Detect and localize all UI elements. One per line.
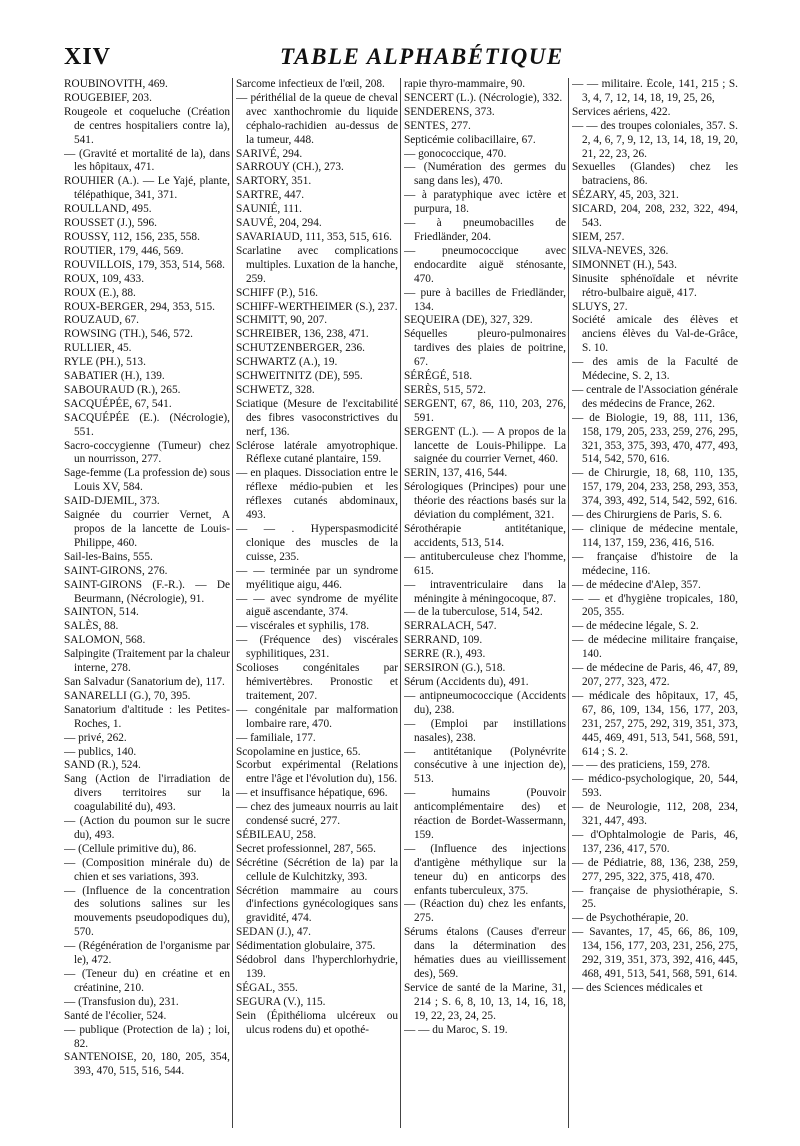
index-entry: SAID-DJEMIL, 373. <box>64 495 160 508</box>
index-entry: Sérologiques (Principes) pour une théorie des réactions basés sur la déviation du complément, 321. <box>404 481 566 522</box>
index-entry: SAUNIÉ, 111. <box>236 203 302 216</box>
index-entry: — de médecine d'Alep, 357. <box>572 578 701 591</box>
index-entry: Sécrétion mammaire au cours d'infections gynécologiques sans gravidité, 474. <box>236 884 398 925</box>
column-divider <box>400 78 401 1128</box>
index-entry: SENCERT (L.). (Nécrologie), 332. <box>404 91 563 104</box>
index-entry: — médico-psychologique, 20, 544, 593. <box>572 773 738 800</box>
index-entry: ROUX, 109, 433. <box>64 272 145 285</box>
index-entry: SALÈS, 88. <box>64 620 119 633</box>
index-entry: — de médecine légale, S. 2. <box>572 620 699 633</box>
index-entry: — pure à bacilles de Friedländer, 134. <box>404 286 566 313</box>
index-entry: — de médecine militaire française, 140. <box>572 634 738 661</box>
index-entry: SEGURA (V.), 115. <box>236 995 326 1008</box>
index-entry: — française de physiothérapie, S. 25. <box>572 884 738 911</box>
index-entry: — congénitale par malformation lombaire rare, 470. <box>236 703 398 730</box>
index-entry: SABOURAUD (R.), 265. <box>64 383 181 396</box>
index-entry: Scopolamine en justice, 65. <box>236 745 361 758</box>
index-entry: Sclérose latérale amyotrophique. Réflexe cutané plantaire, 159. <box>236 439 398 466</box>
index-entry: SALOMON, 568. <box>64 634 146 647</box>
index-entry: ROUHIER (A.). — Le Yajé, plante, télépathique, 341, 371. <box>64 175 230 202</box>
index-entry: SERÈS, 515, 572. <box>404 383 486 396</box>
index-entry: Sage-femme (La profession de) sous Louis XV, 584. <box>64 467 230 494</box>
index-entry: — privé, 262. <box>64 731 127 744</box>
index-entry: Scolioses congénitales par hémivertèbres. Pronostic et traitement, 207. <box>236 662 398 702</box>
index-entry: SAINT-GIRONS, 276. <box>64 564 168 577</box>
index-entry: — (Composition minérale du) de chien et ses variations, 393. <box>64 856 230 883</box>
index-entry: — clinique de médecine mentale, 114, 137, 159, 236, 416, 516. <box>572 523 738 549</box>
index-entry: — antitétanique (Polynévrite consécutive à une injection de), 513. <box>404 745 566 786</box>
index-entry: — de la tuberculose, 514, 542. <box>404 606 543 619</box>
index-entry: — (Numération des germes du sang dans les), 470. <box>404 161 566 188</box>
index-entry: — antipneumococcique (Accidents du), 238. <box>404 689 566 716</box>
index-entry: SENTES, 277. <box>404 119 471 132</box>
index-entry: SCHMITT, 90, 207. <box>236 314 328 327</box>
index-column-4 <box>572 78 738 1128</box>
index-entry: ROUX (E.), 88. <box>64 286 136 299</box>
index-entry: — des amis de la Faculté de Médecine, S. 2, 13. <box>572 356 738 383</box>
index-entry: SAND (R.), 524. <box>64 759 141 772</box>
index-entry: — médicale des hôpitaux, 17, 45, 67, 86, 109, 134, 156, 177, 203, 231, 257, 275, 292, 319, 351, 373, 445, 469, 491, 513, 541, 568, 591, 614 ; S. 2. <box>572 689 738 758</box>
index-entry: SACQUÉPÉE (E.). (Nécrologie), 551. <box>64 411 230 438</box>
index-column-1 <box>64 78 230 1128</box>
index-entry: — centrale de l'Association générale des médecins de France, 262. <box>572 383 738 410</box>
index-entry: Sexuelles (Glandes) chez les batraciens, 86. <box>572 161 738 188</box>
index-entry: Septicémie colibacillaire, 67. <box>404 133 536 146</box>
index-entry: — (Teneur du) en créatine et en créatinine, 210. <box>64 968 230 994</box>
index-entry: Séquelles pleuro-pulmonaires tardives des plaies de poitrine, 67. <box>404 328 566 369</box>
index-entry: ROUBINOVITH, 469. <box>64 78 168 90</box>
index-entry: — des Sciences médicales et <box>572 981 703 994</box>
index-entry: SENDERENS, 373. <box>404 105 495 118</box>
index-entry: — intraventriculaire dans la méningite à méningocoque, 87. <box>404 578 566 605</box>
index-entry: ROUZAUD, 67. <box>64 314 139 327</box>
index-entry: — (Action du poumon sur le sucre du), 493. <box>64 815 230 841</box>
index-entry: — publique (Protection de la) ; loi, 82. <box>64 1023 230 1050</box>
index-entry: SERIN, 137, 416, 544. <box>404 467 508 480</box>
index-entry: — gonococcique, 470. <box>404 147 507 160</box>
index-entry: — viscérales et syphilis, 178. <box>236 620 370 633</box>
index-entry: SCHUTZENBERGER, 236. <box>236 342 365 355</box>
index-entry: — française d'histoire de la médecine, 116. <box>572 550 738 577</box>
index-entry: Sinusite sphénoïdale et névrite rétro-bulbaire aiguë, 417. <box>572 272 738 299</box>
index-column-3 <box>404 78 566 1128</box>
index-entry: — à pneumobacilles de Friedländer, 204. <box>404 217 566 243</box>
index-entry: — — et d'hygiène tropicales, 180, 205, 355. <box>572 592 738 619</box>
index-entry: Sédobrol dans l'hyperchlorhydrie, 139. <box>236 954 398 980</box>
index-entry: SANARELLI (G.), 70, 395. <box>64 689 191 702</box>
index-entry: SILVA-NEVES, 326. <box>572 244 669 257</box>
index-entry: SCHWARTZ (A.), 19. <box>236 356 338 369</box>
index-entry: — — des praticiens, 159, 278. <box>572 759 711 772</box>
index-entry: Sérums étalons (Causes d'erreur dans la détermination des hématies dues au vieillissement des), 569. <box>404 926 566 980</box>
index-entry: Sérum (Accidents du), 491. <box>404 675 529 688</box>
index-entry: — — des troupes coloniales, 357. S. 2, 4, 6, 7, 9, 12, 13, 14, 18, 19, 20, 21, 22, 23, 26. <box>572 119 738 160</box>
index-entry: SANTENOISE, 20, 180, 205, 354, 393, 470, 515, 516, 544. <box>64 1051 230 1078</box>
index-entry: — Savantes, 17, 45, 66, 86, 109, 134, 156, 177, 203, 231, 256, 275, 292, 319, 351, 373, 392, 416, 445, 468, 491, 513, 541, 568, 591, 614. <box>572 926 738 980</box>
index-entry: — (Fréquence des) viscérales syphilitiques, 231. <box>236 634 398 661</box>
column-divider <box>568 78 569 1128</box>
index-entry: SCHIFF (P.), 516. <box>236 286 318 299</box>
index-entry: SLUYS, 27. <box>572 300 628 313</box>
index-entry: Service de santé de la Marine, 31, 214 ; S. 6, 8, 10, 13, 14, 16, 18, 19, 22, 23, 24, 25. <box>404 981 566 1022</box>
index-entry: Sérothérapie antitétanique, accidents, 513, 514. <box>404 523 566 549</box>
page-number: XIV <box>64 44 112 70</box>
index-entry: SABATIER (H.), 139. <box>64 370 165 383</box>
index-entry: SÉZARY, 45, 203, 321. <box>572 189 679 202</box>
index-entry: SACQUÉPÉE, 67, 541. <box>64 397 172 410</box>
index-entry: SIMONNET (H.), 543. <box>572 258 677 271</box>
index-entry: Scarlatine avec complications multiples. Luxation de la hanche, 259. <box>236 244 398 285</box>
index-entry: — — avec syndrome de myélite aiguë ascendante, 374. <box>236 592 398 619</box>
index-entry: — d'Ophtalmologie de Paris, 46, 137, 236, 417, 570. <box>572 828 738 855</box>
index-entry: — de Pédiatrie, 88, 136, 238, 259, 277, 295, 322, 375, 418, 470. <box>572 856 738 883</box>
index-entry: — (Réaction du) chez les enfants, 275. <box>404 898 566 925</box>
index-column-2 <box>236 78 398 1128</box>
index-entry: — (Influence des injections d'antigène méthylique sur la teneur du) en anticorps des enfants tuberculeux, 375. <box>404 842 566 897</box>
index-entry: Scorbut expérimental (Relations entre l'âge et l'évolution du), 156. <box>236 759 398 786</box>
index-entry: — de Psychothérapie, 20. <box>572 912 689 925</box>
index-entry: Sein (Épithélioma ulcéreux ou ulcus rodens du) et opothé- <box>236 1009 398 1036</box>
index-entry: — à paratyphique avec ictère et purpura, 18. <box>404 189 566 216</box>
index-entry: SERGENT (L.). — A propos de la lancette de Louis-Philippe. La saignée du courrier Vernet, 460. <box>404 425 566 466</box>
index-entry: — de médecine de Paris, 46, 47, 89, 207, 277, 323, 472. <box>572 662 738 688</box>
index-entry: RYLE (PH.), 513. <box>64 356 146 369</box>
index-entry: Services aériens, 422. <box>572 105 671 118</box>
index-entry: — (Emploi par instillations nasales), 238. <box>404 717 566 744</box>
column-divider <box>232 78 233 1128</box>
index-entry: SCHWEITNITZ (DE), 595. <box>236 370 363 383</box>
index-entry: SARTORY, 351. <box>236 175 312 188</box>
index-entry: SCHREIBER, 136, 238, 471. <box>236 328 369 341</box>
index-entry: — — militaire. École, 141, 215 ; S. 3, 4, 7, 12, 14, 18, 19, 25, 26, <box>572 78 738 104</box>
index-entry: Sciatique (Mesure de l'excitabilité des fibres vasoconstrictives du nerf, 136. <box>236 397 398 438</box>
index-entry: — en plaques. Dissociation entre le réflexe médio-pubien et les réflexes cutanés abdominaux, 493. <box>236 467 398 522</box>
index-entry: Société amicale des élèves et anciens élèves du Val-de-Grâce, S. 10. <box>572 314 738 355</box>
index-entry: SARROUY (CH.), 273. <box>236 161 344 174</box>
index-entry: SAVARIAUD, 111, 353, 515, 616. <box>236 230 392 243</box>
index-entry: Saignée du courrier Vernet, A propos de la lancette de Louis-Philippe, 460. <box>64 509 230 549</box>
index-entry: SERRALACH, 547. <box>404 620 497 633</box>
index-entry: SAINT-GIRONS (F.-R.). — De Beurmann, (Nécrologie), 91. <box>64 578 230 605</box>
index-entry: SCHIFF-WERTHEIMER (S.), 237. <box>236 300 398 313</box>
index-entry: SAUVÉ, 204, 294. <box>236 217 322 230</box>
index-entry: — antituberculeuse chez l'homme, 615. <box>404 550 566 577</box>
index-entry: — pneumococcique avec endocardite aiguë sténosante, 470. <box>404 244 566 285</box>
index-entry: SICARD, 204, 208, 232, 322, 494, 543. <box>572 203 738 230</box>
index-entry: ROUVILLOIS, 179, 353, 514, 568. <box>64 258 225 271</box>
index-entry: — familiale, 177. <box>236 731 316 744</box>
index-entry: ROWSING (TH.), 546, 572. <box>64 328 193 341</box>
index-entry: — (Régénération de l'organisme par le), 472. <box>64 940 230 967</box>
index-entry: Santé de l'écolier, 524. <box>64 1009 167 1022</box>
index-entry: Sacro-coccygienne (Tumeur) chez un nourrisson, 277. <box>64 439 230 466</box>
index-entry: SÉRÉGÉ, 518. <box>404 370 473 383</box>
index-entry: Salpingite (Traitement par la chaleur interne, 278. <box>64 648 230 675</box>
index-entry: Rougeole et coqueluche (Création de centres hospitaliers contre la), 541. <box>64 105 230 146</box>
index-entry: SIEM, 257. <box>572 230 625 243</box>
index-entry: Sécrétine (Sécrétion de la) par la cellule de Kulchitzky, 393. <box>236 856 398 883</box>
index-entry: SERRE (R.), 493. <box>404 648 486 661</box>
index-entry: SÉGAL, 355. <box>236 981 298 994</box>
index-entry: — — terminée par un syndrome myélitique aigu, 446. <box>236 564 398 591</box>
index-entry: ROUX-BERGER, 294, 353, 515. <box>64 300 215 313</box>
index-entry: Secret professionnel, 287, 565. <box>236 842 376 855</box>
index-entry: Sarcome infectieux de l'œil, 208. <box>236 78 385 90</box>
index-entry: SERSIRON (G.), 518. <box>404 662 506 675</box>
page-title: TABLE ALPHABÉTIQUE <box>280 44 564 69</box>
index-entry: — humains (Pouvoir anticomplémentaire des) et réaction de Bordet-Wassermann, 159. <box>404 787 566 841</box>
index-entry: SERGENT, 67, 86, 110, 203, 276, 591. <box>404 397 566 424</box>
index-entry: Sédimentation globulaire, 375. <box>236 940 376 953</box>
index-entry: SCHWETZ, 328. <box>236 383 315 396</box>
index-entry: — (Influence de la concentration des solutions salines sur les mouvements pseudopodiques du), 570. <box>64 884 230 939</box>
index-entry: RULLIER, 45. <box>64 342 132 355</box>
index-entry: — (Cellule primitive du), 86. <box>64 842 197 855</box>
index-entry: — et insuffisance hépatique, 696. <box>236 787 388 800</box>
index-entry: — (Gravité et mortalité de la), dans les hôpitaux, 471. <box>64 147 230 174</box>
index-entry: SÉBILEAU, 258. <box>236 828 317 841</box>
index-entry: Sail-les-Bains, 555. <box>64 550 153 563</box>
index-entry: — chez des jumeaux nourris au lait condensé sucré, 277. <box>236 801 398 828</box>
index-entry: ROULLAND, 495. <box>64 203 152 216</box>
index-entry: — de Biologie, 19, 88, 111, 136, 158, 179, 205, 233, 259, 276, 295, 321, 353, 375, 393, 470, 477, 493, 514, 542, 570, 616. <box>572 411 738 466</box>
index-entry: SAINTON, 514. <box>64 606 139 619</box>
index-entry: ROUSSET (J.), 596. <box>64 217 158 230</box>
index-entry: — de Chirurgie, 18, 68, 110, 135, 157, 179, 204, 233, 258, 293, 353, 374, 393, 492, 514, 542, 592, 616. <box>572 467 738 508</box>
index-entry: ROUSSY, 112, 156, 235, 558. <box>64 230 200 243</box>
index-entry: — publics, 140. <box>64 745 137 758</box>
index-entry: — des Chirurgiens de Paris, S. 6. <box>572 509 723 522</box>
index-entry: SARTRE, 447. <box>236 189 305 202</box>
index-entry: ROUGEBIEF, 203. <box>64 91 152 104</box>
index-entry: SEDAN (J.), 47. <box>236 926 311 939</box>
index-entry: — — du Maroc, S. 19. <box>404 1023 508 1036</box>
index-entry: ROUTIER, 179, 446, 569. <box>64 244 184 257</box>
index-entry: Sang (Action de l'irradiation de divers territoires sur la coagulabilité du), 493. <box>64 773 230 814</box>
index-entry: San Salvadur (Sanatorium de), 117. <box>64 675 225 688</box>
index-entry: Sanatorium d'altitude : les Petites-Roches, 1. <box>64 703 230 730</box>
index-entry: — — . Hyperspasmodicité clonique des muscles de la cuisse, 235. <box>236 523 398 563</box>
index-entry: — périthélial de la queue de cheval avec xanthochromie du liquide céphalo-rachidien au-dessus de la tumeur, 448. <box>236 91 398 146</box>
index-entry: rapie thyro-mammaire, 90. <box>404 78 526 90</box>
index-entry: — (Transfusion du), 231. <box>64 995 179 1008</box>
index-entry: SARIVÉ, 294. <box>236 147 303 160</box>
index-entry: — de Neurologie, 112, 208, 234, 321, 447, 493. <box>572 801 738 828</box>
index-entry: SEQUEIRA (DE), 327, 329. <box>404 314 533 327</box>
index-entry: SERRAND, 109. <box>404 634 483 647</box>
